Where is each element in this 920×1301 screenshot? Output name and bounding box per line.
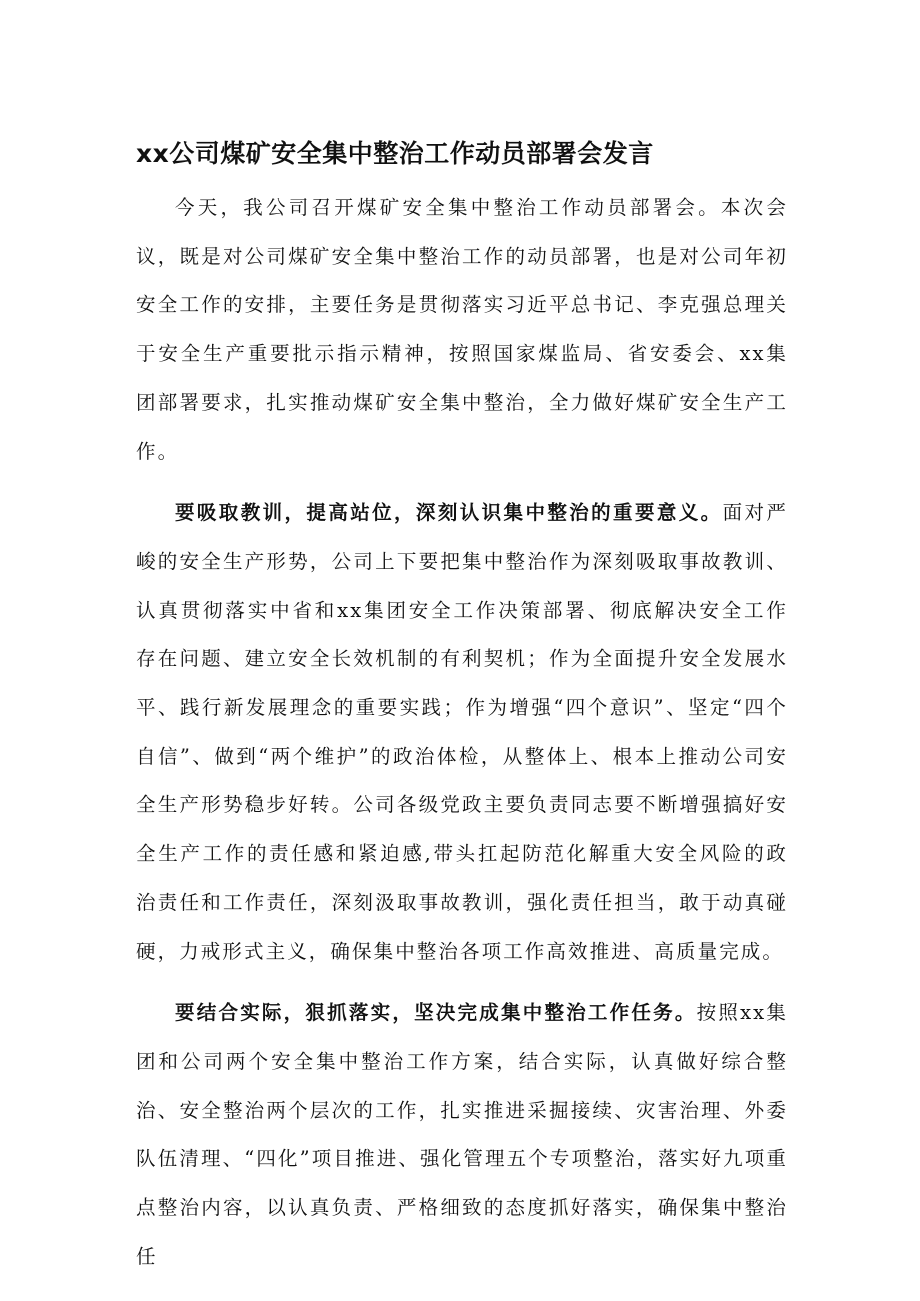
paragraph-opening — [136, 184, 788, 476]
paragraph-text: 今天，我公司召开煤矿安全集中整治工作动员部署会。本次会议，既是对公司煤矿安全集中整治工作的动员部署，也是对公司年初安全工作的安排，主要任务是贯彻落实习近平总书记、李克强总理关于安全生产重要批示指示精神，按照国家煤监局、省安委会、xx集团部署要求，扎实推动煤矿安全集中整治，全力做好煤矿安全生产工作。 — [136, 196, 788, 463]
paragraph-tasks — [136, 989, 788, 1281]
paragraph-text: 按照xx集团和公司两个安全集中整治工作方案，结合实际，认真做好综合整治、安全整治两个层次的工作，扎实推进采掘接续、灾害治理、外委队伍清理、“四化”项目推进、强化管理五个专项整治，落实好九项重点整治内容，以认真负责、严格细致的态度抓好落实，确保集中整治任 — [136, 1001, 789, 1268]
paragraph-lead: 要吸取教训，提高站位，深刻认识集中整治的重要意义。 — [175, 501, 723, 525]
document-body — [136, 184, 788, 1294]
paragraph-lead: 要结合实际，狠抓落实，坚决完成集中整治工作任务。 — [175, 1001, 697, 1025]
paragraph-text: 面对严峻的安全生产形势，公司上下要把集中整治作为深刻吸取事故教训、认真贯彻落实中省和xx集团安全工作决策部署、彻底解决安全工作存在问题、建立安全长效机制的有利契机；作为全面提升安全发展水平、践行新发展理念的重要实践；作为增强“四个意识”、坚定“四个自信”、做到“两个维护”的政治体检，从整体上、根本上推动公司安全生产形势稳步好转。公司各级党政主要负责同志要不断增强搞好安全生产工作的责任感和紧迫感,带头扛起防范化解重大安全风险的政治责任和工作责任，深刻汲取事故教训，强化责任担当，敢于动真碰硬，力戒形式主义，确保集中整治各项工作高效推进、高质量完成。 — [136, 501, 788, 963]
paragraph-lessons — [136, 489, 788, 976]
document-title: xx公司煤矿安全集中整治工作动员部署会发言 — [136, 139, 654, 168]
